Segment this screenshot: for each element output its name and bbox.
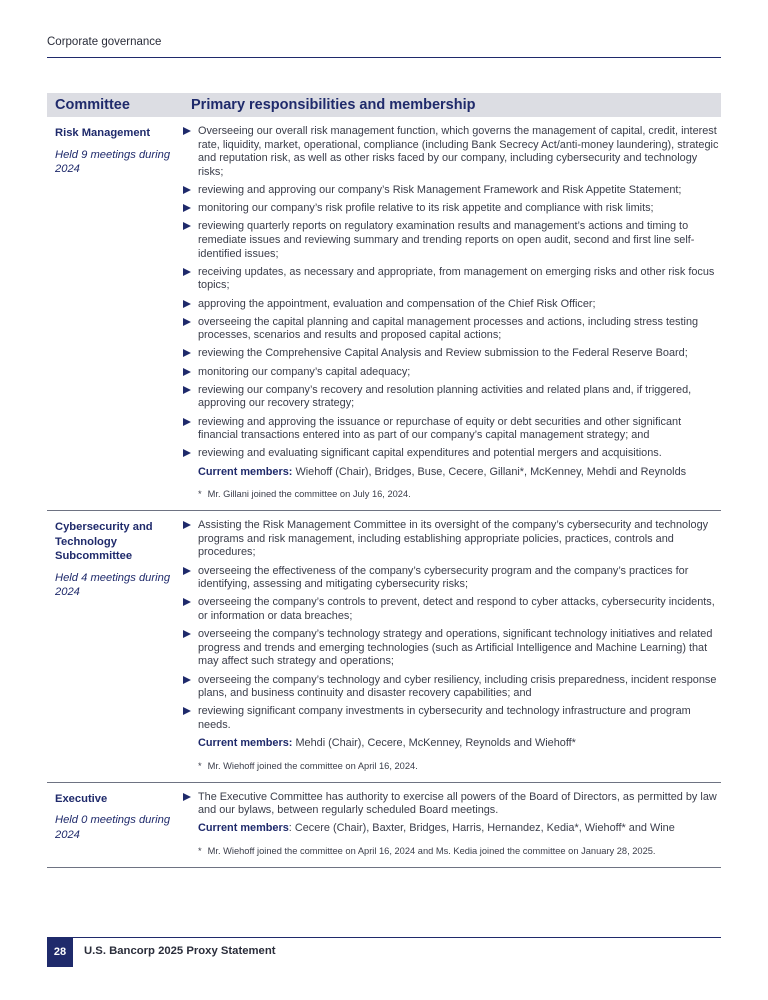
meetings-held: Held 9 meetings during 2024 [55,148,171,175]
table-header [47,93,721,117]
responsibility-item [183,416,721,443]
column-header-committee: Committee [55,97,130,113]
responsibility-item [183,202,721,216]
committee-cell [47,117,183,510]
table-row [47,117,721,511]
committee-table [47,93,721,868]
responsibility-text: overseeing the company’s technology strategy and operations, significant technology initiatives and related progress and trends and emerging technologies (such as Artificial Intelligence and Machine Learning) that may affect such strategy and operations; [198,628,713,668]
members-label: Current members [198,822,289,835]
responsibility-item [183,298,721,312]
arrow-right-triangle-icon [183,793,191,801]
current-members [183,466,721,480]
members-label: Current members: [198,465,293,478]
responsibility-text: overseeing the capital planning and capital management processes and actions, including stress testing processes, scenarios and results and proposed capital actions; [198,315,699,342]
arrow-right-triangle-icon [183,386,191,394]
members-label: Current members: [198,737,293,750]
meetings-held: Held 4 meetings during 2024 [55,571,171,599]
responsibility-text: reviewing and evaluating significant capital expenditures and potential mergers and acquisitions. [198,447,662,460]
responsibility-text: reviewing our company’s recovery and resolution planning activities and related plans and, if triggered, approving our recovery strategy; [198,383,692,410]
page-number: 28 [47,937,73,967]
arrow-right-triangle-icon [183,222,191,230]
responsibility-item [183,628,721,669]
responsibility-text: Assisting the Risk Management Committee in its oversight of the company’s cybersecurity and technology programs and risk management, including establishing appropriate policies, practices, controls and procedures; [198,519,709,559]
arrow-right-triangle-icon [183,300,191,308]
committee-cell [47,783,183,867]
responsibilities-list [183,519,721,732]
arrow-right-triangle-icon [183,567,191,575]
arrow-right-triangle-icon [183,418,191,426]
arrow-right-triangle-icon [183,318,191,326]
responsibility-item [183,705,721,732]
responsibility-item [183,674,721,701]
responsibilities-list [183,125,721,461]
responsibility-text: overseeing the company’s technology and cyber resiliency, including crisis preparedness, incident response plans, and business continuity and disaster recovery capabilities; and [198,673,717,700]
footnote [183,760,721,772]
members-list: : Cecere (Chair), Baxter, Bridges, Harris, Hernandez, Kedia*, Wiehoff* and Wine [288,822,675,835]
footnote [183,845,721,857]
arrow-right-triangle-icon [183,630,191,638]
arrow-right-triangle-icon [183,204,191,212]
header-divider [47,57,721,58]
responsibility-item [183,596,721,623]
responsibility-text: receiving updates, as necessary and appropriate, from management on emerging risks and other risk focus topics; [198,265,715,292]
committee-name: Risk Management [55,127,151,139]
responsibility-item [183,384,721,411]
responsibilities-cell [183,117,721,510]
arrow-right-triangle-icon [183,368,191,376]
responsibility-item [183,447,721,461]
committee-name: Executive [55,792,108,805]
responsibility-text: reviewing significant company investments in cybersecurity and technology infrastructure and program needs. [198,705,691,731]
arrow-right-triangle-icon [183,449,191,457]
current-members [183,822,721,836]
footnote-marker: * [198,846,202,857]
arrow-right-triangle-icon [183,127,191,135]
responsibilities-cell [183,511,721,781]
footer-title: U.S. Bancorp 2025 Proxy Statement [84,945,276,957]
running-head: Corporate governance [47,36,162,48]
responsibility-text: overseeing the effectiveness of the company’s cybersecurity program and the company’s practices for identifying, assessing and mitigating cybersecurity risks; [198,564,689,591]
current-members [183,737,721,751]
arrow-right-triangle-icon [183,676,191,684]
table-row [47,783,721,868]
responsibility-text: Overseeing our overall risk management function, which governs the management of capital, credit, interest rate, liquidity, market, operational, compliance (including Bank Secrecy Act/anti-money laundering), strategic and reputation risk, as well as other risks faced by our company, including cybersecurity and technology risks; [198,125,719,178]
responsibility-text: approving the appointment, evaluation and compensation of the Chief Risk Officer; [198,297,596,310]
footnote-marker: * [198,760,202,771]
footnote [183,488,721,500]
arrow-right-triangle-icon [183,268,191,276]
footnote-text: Mr. Wiehoff joined the committee on April 16, 2024. [207,760,418,771]
responsibility-item [183,316,721,343]
members-list: Mehdi (Chair), Cecere, McKenney, Reynolds and Wiehoff* [292,737,576,750]
responsibility-item [183,266,721,293]
responsibility-item [183,125,721,179]
arrow-right-triangle-icon [183,521,191,529]
table-body [47,117,721,868]
committee-name: Cybersecurity and Technology Subcommittee [55,521,153,563]
responsibility-text: The Executive Committee has authority to exercise all powers of the Board of Directors, as permitted by law and our bylaws, between regularly scheduled Board meetings. [198,790,717,817]
responsibility-item [183,184,721,198]
responsibility-text: reviewing and approving our company’s Risk Management Framework and Risk Appetite Statement; [198,183,682,196]
responsibility-text: monitoring our company’s risk profile relative to its risk appetite and compliance with risk limits; [198,202,654,215]
arrow-right-triangle-icon [183,186,191,194]
responsibility-item [183,519,721,560]
meetings-held: Held 0 meetings during 2024 [55,814,171,841]
responsibilities-cell [183,783,721,867]
responsibility-text: reviewing and approving the issuance or repurchase of equity or debt securities and other significant financial transactions entered into as part of our company’s capital management strategy; and [198,415,682,442]
footer-divider [47,937,721,938]
column-header-responsibilities: Primary responsibilities and membership [191,97,476,113]
footnote-text: Mr. Wiehoff joined the committee on April 16, 2024 and Ms. Kedia joined the committee on January 28, 2025. [207,846,656,857]
table-row [47,511,721,782]
responsibility-text: monitoring our company’s capital adequacy; [198,365,411,378]
responsibility-text: overseeing the company’s controls to prevent, detect and respond to cyber attacks, cybersecurity incidents, or information or data breaches; [198,596,715,622]
responsibility-text: reviewing the Comprehensive Capital Analysis and Review submission to the Federal Reserve Board; [198,347,688,360]
arrow-right-triangle-icon [183,707,191,715]
arrow-right-triangle-icon [183,598,191,606]
members-list: Wiehoff (Chair), Bridges, Buse, Cecere, Gillani*, McKenney, Mehdi and Reynolds [292,465,687,478]
footnote-text: Mr. Gillani joined the committee on July 16, 2024. [207,489,411,500]
responsibility-item [183,347,721,361]
footnote-marker: * [198,489,202,500]
committee-cell [47,511,183,781]
responsibility-item [183,791,721,818]
responsibility-text: reviewing quarterly reports on regulatory examination results and management’s actions and timing to remediate issues and reviewing summary and trending reports on open audit, second and first line self-identified issues; [198,220,695,260]
responsibilities-list [183,791,721,818]
arrow-right-triangle-icon [183,349,191,357]
responsibility-item [183,366,721,380]
responsibility-item [183,565,721,592]
responsibility-item [183,220,721,261]
